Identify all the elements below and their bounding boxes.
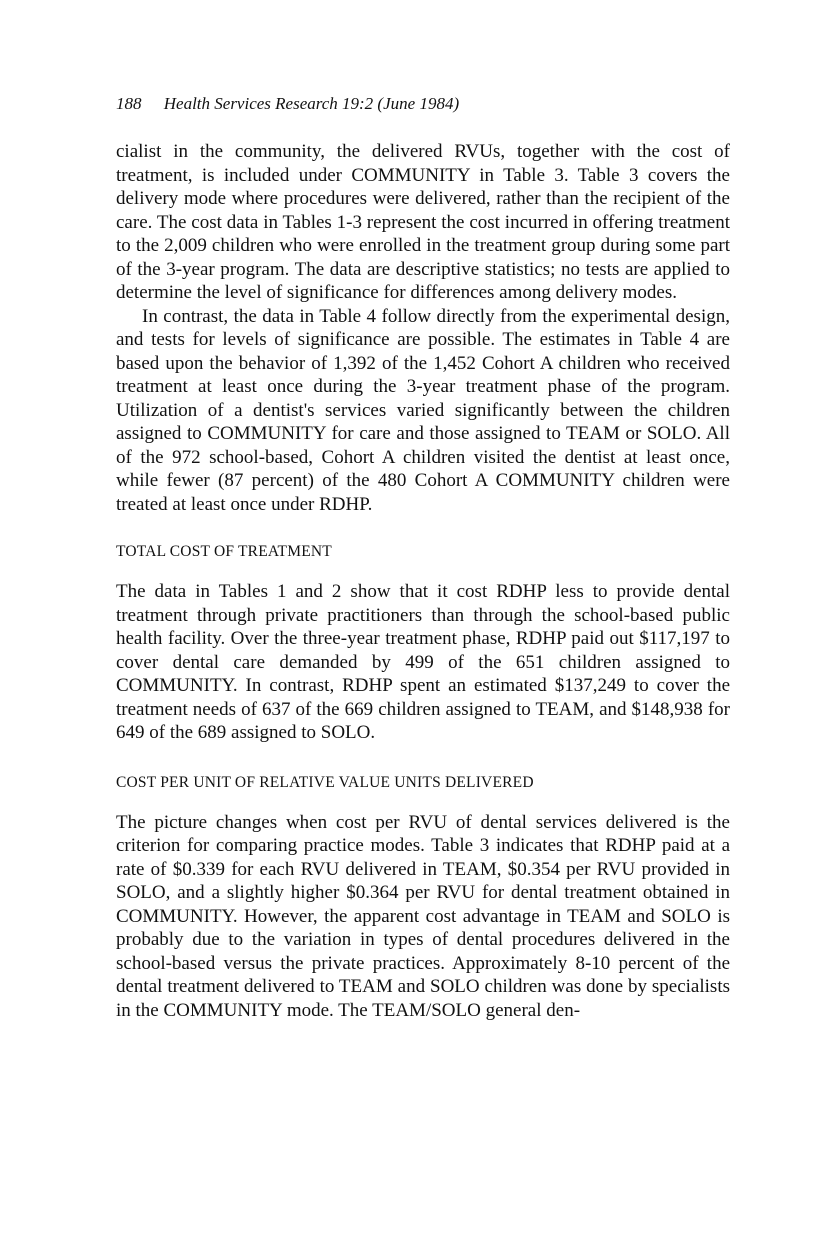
- body-paragraph-1: cialist in the community, the delivered RVUs, together with the cost of treatment, is included under COMMUNITY in Table 3. Table 3 covers the delivery mode where procedures were delivered, rather than the recipient of the care. The cost data in Tables 1-3 represent the cost incurred in offering treatment to the 2,009 children who were enrolled in the treatment group during some part of the 3-year program. The data are descriptive statistics; no tests are applied to determine the level of significance for differences among delivery modes.: [116, 141, 730, 303]
- section-heading-total-cost: TOTAL COST OF TREATMENT: [116, 543, 332, 560]
- page: [116, 92, 730, 1022]
- section-heading-cost-per-unit: COST PER UNIT OF RELATIVE VALUE UNITS DELIVERED: [116, 773, 534, 791]
- body-paragraph-3: The data in Tables 1 and 2 show that it cost RDHP less to provide dental treatment through private practitioners than through the school-based public health facility. Over the three-year treatment phase, RDHP paid out $117,197 to cover dental care demanded by 499 of the 651 children assigned to COMMUNITY. In contrast, RDHP spent an estimated $137,249 to cover the treatment needs of 637 of the 669 children assigned to TEAM, and $148,938 for 649 of the 689 assigned to SOLO.: [116, 581, 730, 743]
- body-paragraph-4: The picture changes when cost per RVU of dental services delivered is the criterion for comparing practice modes. Table 3 indicates that RDHP paid at a rate of $0.339 for each RVU delivered in TEAM, $0.354 per RVU provided in SOLO, and a slightly higher $0.364 per RVU for dental treatment obtained in COMMUNITY. However, the apparent cost advantage in TEAM and SOLO is probably due to the variation in types of dental procedures delivered in the school-based versus the private practices. Approximately 8-10 percent of the dental treatment delivered to TEAM and SOLO children was done by specialists in the COMMUNITY mode. The TEAM/SOLO general den-: [116, 811, 730, 1021]
- body-paragraph-2: In contrast, the data in Table 4 follow directly from the experimental design, and tests for levels of significance are possible. The estimates in Table 4 are based upon the behavior of 1,392 of the 1,452 Cohort A children who received treatment at least once during the 3-year treatment phase of the program. Utilization of a dentist's services varied significantly between the children assigned to COMMUNITY for care and those assigned to TEAM or SOLO. All of the 972 school-based, Cohort A children visited the dentist at least once, while fewer (87 percent) of the 480 Cohort A COMMUNITY children were treated at least once under RDHP.: [116, 305, 730, 515]
- journal-citation: Health Services Research 19:2 (June 1984): [163, 94, 460, 113]
- running-head: [116, 92, 730, 116]
- page-number: 188: [116, 94, 142, 113]
